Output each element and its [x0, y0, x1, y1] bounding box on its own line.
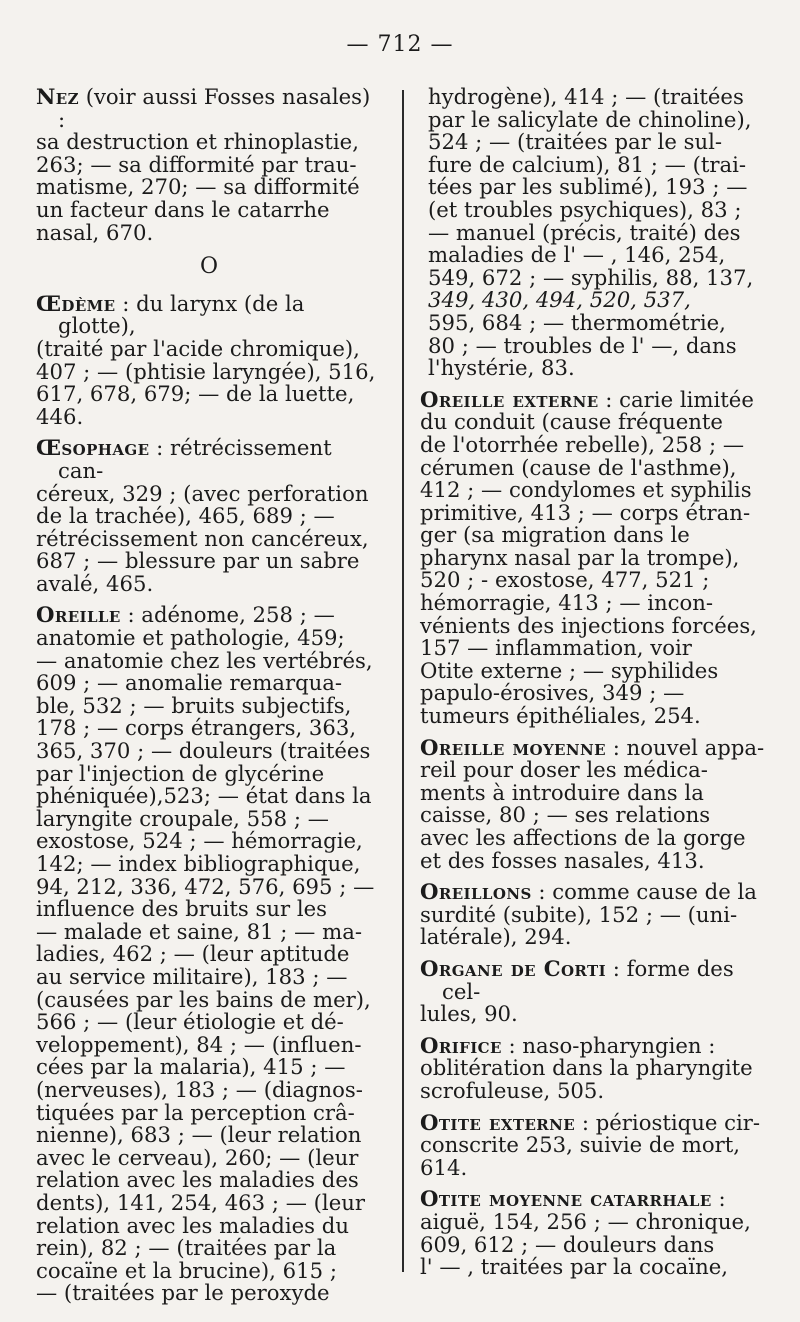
left-column	[36, 86, 382, 1314]
entry-text-line: 617, 678, 679; — de la luette,	[36, 381, 355, 407]
index-entry-oesophage	[36, 437, 382, 595]
entry-text-line: 178 ; — corps étrangers, 363,	[36, 715, 357, 741]
entry-text-line: papulo-érosives, 349 ; —	[420, 680, 685, 706]
entry-headword: Orifice	[420, 1032, 502, 1058]
entry-text-line: hémorragie, 413 ; — incon-	[420, 590, 714, 616]
index-entry-organe-de-corti	[420, 955, 770, 1027]
index-entry-otite-moyenne-catarrhale	[420, 1188, 770, 1278]
entry-text-line: dents), 141, 254, 463 ; — (leur	[36, 1189, 366, 1215]
entry-text-line: : naso-pharyngien :	[501, 1032, 716, 1058]
index-entry-oreille-externe	[420, 386, 770, 729]
column-divider	[402, 90, 404, 1272]
entry-text-line: veloppement), 84 ; — (influen-	[36, 1031, 362, 1057]
entry-text-line: aiguë, 154, 256 ; — chronique,	[420, 1208, 751, 1234]
entry-text-line: cocaïne et la brucine), 615 ;	[36, 1257, 337, 1283]
entry-text-line: — manuel (précis, traité) des	[428, 219, 741, 245]
section-letter: O	[199, 254, 219, 280]
entry-text-line: primitive, 413 ; — corps étran-	[420, 499, 751, 525]
entry-text-line: cérumen (cause de l'asthme),	[420, 454, 737, 480]
entry-text-line: pharynx nasal par la trompe),	[420, 544, 740, 570]
index-entry-orifice	[420, 1032, 770, 1103]
entry-text-line: conscrite 253, suivie de mort,	[420, 1132, 740, 1158]
entry-text-line: — malade et saine, 81 ; — ma-	[36, 918, 362, 944]
entry-text-line: matisme, 270; — sa difformité	[36, 174, 360, 200]
entry-text-line: (causées par les bains de mer),	[36, 986, 371, 1012]
index-entry-nez	[36, 86, 382, 244]
entry-text-line: phéniquée),523; — état dans la	[36, 783, 372, 809]
page-number: — 712 —	[346, 32, 454, 57]
entry-text-line: Otite externe ; — syphilides	[420, 657, 719, 683]
entry-text-line: 446.	[36, 403, 84, 429]
index-entry-oreille	[36, 604, 382, 1304]
entry-text-line: tumeurs épithéliales, 254.	[420, 703, 701, 729]
entry-text-line: hydrogène), 414 ; — (traitées	[428, 84, 744, 109]
entry-headword: Oreille	[36, 602, 121, 628]
entry-text-line: tiquées par la perception crâ-	[36, 1099, 355, 1125]
entry-text-line: (nerveuses), 183 ; — (diagnos-	[36, 1076, 363, 1102]
entry-text-line: rein), 82 ; — (traitées par la	[36, 1235, 337, 1261]
entry-text-line: cées par la malaria), 415 ; —	[36, 1054, 346, 1080]
entry-text-line: : périostique cir-	[575, 1109, 761, 1135]
index-entry-oreillons	[420, 881, 770, 949]
entry-headword: Organe de Corti	[420, 955, 607, 981]
index-entry-oreille-continued	[420, 86, 770, 380]
entry-text-line: 524 ; — (traitées par le sul-	[428, 129, 723, 155]
entry-text-line: (et troubles psychiques), 83 ;	[428, 196, 742, 222]
entry-headword: Œsophage	[36, 435, 150, 461]
entry-text-line: ments à introduire dans la	[420, 779, 704, 805]
entry-text-line: : nouvel appa-	[605, 734, 765, 760]
entry-text-line: relation avec les maladies des	[36, 1167, 359, 1193]
entry-text-line: influence des bruits sur les	[36, 896, 328, 922]
entry-headword: Oreille moyenne	[420, 734, 606, 760]
entry-text-line: relation avec les maladies du	[36, 1212, 349, 1238]
entry-text-line: 263; — sa difformité par trau-	[36, 151, 357, 177]
entry-text-line: 412 ; — condylomes et syphilis	[420, 477, 752, 503]
entry-text-line: 80 ; — troubles de l' —, dans	[428, 332, 737, 358]
entry-text-line: 595, 684 ; — thermométrie,	[428, 309, 726, 335]
entry-text-line: : rétrécissement can-	[58, 435, 332, 483]
entry-text-line: ger (sa migration dans le	[420, 522, 690, 548]
entry-headword: Œdème	[36, 290, 116, 316]
entry-text-line: 407 ; — (phtisie laryngée), 516,	[36, 358, 376, 384]
entry-text-line: sa destruction et rhinoplastie,	[36, 129, 359, 155]
entry-text-line: laryngite croupale, 558 ; —	[36, 805, 329, 831]
entry-text-line: 157 — inflammation, voir	[420, 635, 692, 661]
entry-text-line: tées par les sublimé), 193 ; —	[428, 174, 748, 200]
entry-headword: Oreille externe	[420, 386, 599, 412]
entry-text-line: et des fosses nasales, 413.	[420, 847, 705, 873]
entry-text-line: 520 ; - exostose, 477, 521 ;	[420, 567, 710, 593]
entry-text-line: oblitération dans la pharyngite	[420, 1055, 753, 1081]
entry-text-line: 566 ; — (leur étiologie et dé-	[36, 1009, 344, 1035]
entry-text-line: fure de calcium), 81 ; — (trai-	[428, 151, 747, 177]
entry-text-line: anatomie et pathologie, 459;	[36, 625, 345, 651]
entry-text-line: lules, 90.	[420, 1001, 518, 1027]
entry-text-line: (traité par l'acide chromique),	[36, 335, 360, 361]
entry-text-line: 614.	[420, 1154, 468, 1180]
entry-text-line: avalé, 465.	[36, 570, 154, 596]
entry-text-line: : du larynx (de la glotte),	[58, 290, 305, 339]
entry-headword: Otite externe	[420, 1109, 576, 1135]
entry-text-line: ladies, 462 ; — (leur aptitude	[36, 941, 350, 967]
entry-text-line: ble, 532 ; — bruits subjectifs,	[36, 692, 352, 718]
entry-text-line: : carie limitée	[598, 386, 754, 412]
entry-text-line: avec les affections de la gorge	[420, 825, 746, 850]
entry-text-line: 94, 212, 336, 472, 576, 695 ; —	[36, 873, 375, 899]
entry-text-line: latérale), 294.	[420, 924, 572, 950]
entry-text-line: par le salicylate de chinoline),	[428, 106, 752, 132]
entry-text-line: vénients des injections forcées,	[420, 612, 757, 638]
entry-text-line: (voir aussi Fosses nasales) :	[58, 84, 371, 132]
entry-text-line: reil pour doser les médica-	[420, 757, 708, 783]
entry-text-line: surdité (subite), 152 ; — (uni-	[420, 901, 738, 927]
entry-text-line: — (traitées par le peroxyde	[36, 1280, 330, 1306]
entry-text-line: : forme des cel-	[442, 955, 734, 1004]
entry-text-line: :	[711, 1186, 726, 1212]
entry-text-line: un facteur dans le catarrhe	[36, 196, 330, 222]
entry-text-line: rétrécissement non cancéreux,	[36, 525, 369, 551]
entry-text-line: caisse, 80 ; — ses relations	[420, 802, 711, 828]
entry-text-line: au service militaire), 183 ; —	[36, 963, 348, 989]
entry-text-line: de la trachée), 465, 689 ; —	[36, 503, 335, 529]
entry-text-line: 365, 370 ; — douleurs (traitées	[36, 738, 371, 764]
entry-text-line: par l'injection de glycérine	[36, 760, 325, 786]
entry-text-line: 549, 672 ; — syphilis, 88, 137,	[428, 264, 754, 290]
entry-text-line: 609, 612 ; — douleurs dans	[420, 1231, 715, 1257]
entry-text-line: nasal, 670.	[36, 219, 154, 245]
entry-text-line: — anatomie chez les vertébrés,	[36, 647, 373, 673]
entry-headword: Otite moyenne catarrhale	[420, 1186, 712, 1212]
entry-text-line: l'hystérie, 83.	[428, 355, 575, 381]
right-column	[420, 86, 770, 1288]
entry-text-line: exostose, 524 ; — hémorragie,	[36, 828, 363, 854]
entry-headword: Oreillons	[420, 879, 532, 905]
entry-text-line: l' — , traitées par la cocaïne,	[420, 1254, 728, 1280]
entry-text-line: maladies de l' — , 146, 254,	[428, 242, 726, 268]
entry-text-line: de l'otorrhée rebelle), 258 ; —	[420, 431, 745, 457]
entry-text-line: nienne), 683 ; — (leur relation	[36, 1122, 362, 1148]
index-entry-oedeme	[36, 290, 382, 429]
entry-text-line: 687 ; — blessure par un sabre	[36, 548, 360, 574]
entry-headword: Nez	[36, 84, 79, 109]
entry-text-line: avec le cerveau), 260; — (leur	[36, 1144, 359, 1170]
entry-text-line: : comme cause de la	[531, 879, 757, 905]
index-entry-oreille-moyenne	[420, 734, 770, 873]
entry-text-line: céreux, 329 ; (avec perforation	[36, 480, 369, 506]
entry-text-line: 609 ; — anomalie remarqua-	[36, 670, 343, 696]
entry-text-line: : adénome, 258 ; —	[120, 602, 335, 628]
index-entry-otite-externe	[420, 1109, 770, 1180]
entry-text-line: 349, 430, 494, 520, 537,	[428, 287, 691, 313]
entry-text-line: du conduit (cause fréquente	[420, 409, 723, 435]
entry-text-line: scrofuleuse, 505.	[420, 1077, 605, 1103]
entry-text-line: 142; — index bibliographique,	[36, 851, 361, 876]
